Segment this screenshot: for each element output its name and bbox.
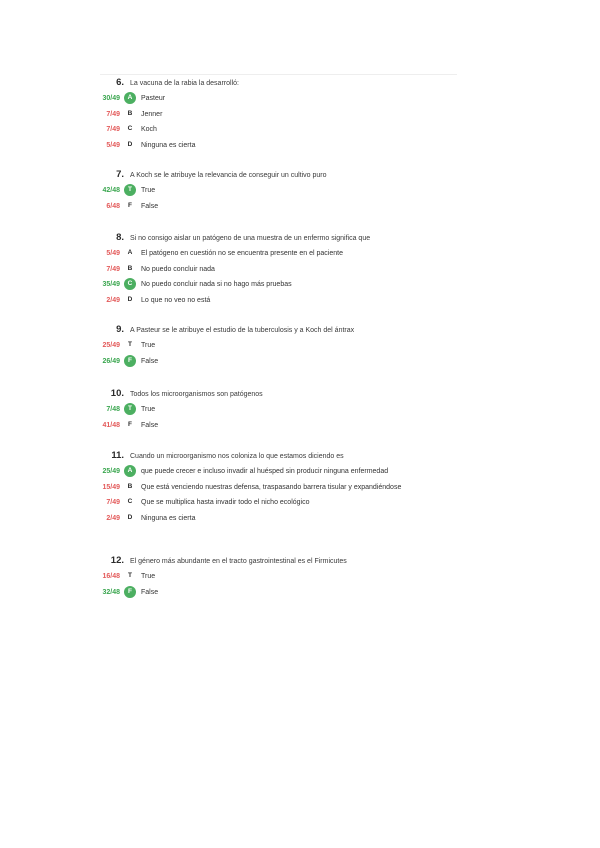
answer-text: True [141,573,156,580]
answer-text: Jenner [141,110,163,118]
answer-option-a [0,464,600,480]
question-number: 11. [111,450,124,461]
correct-answer-badge: C [124,278,136,290]
response-count: 2/49 [106,514,120,522]
answer-text: False [141,202,159,210]
answer-text: False [141,421,159,429]
response-count: 41/48 [102,421,120,429]
question-11 [0,450,600,526]
answer-letter: C [127,498,133,505]
answer-option-b [0,107,600,123]
correct-answer-badge: F [124,355,136,367]
answer-option-d [0,293,600,309]
question-12 [0,555,600,600]
answer-letter: D [127,140,133,148]
answer-letter: F [128,201,132,209]
question-header [0,169,600,183]
correct-answer-badge: A [124,92,136,104]
question-number: 12. [110,555,124,566]
answer-option-false [0,354,600,370]
answer-option-a [0,246,600,262]
question-text: Si no consigo aislar un patógeno de una muestra de un enfermo significa que [130,235,371,242]
response-count: 5/49 [106,141,120,149]
question-text: A Koch se le atribuye la relevancia de conseguir un cultivo puro [130,172,327,179]
answer-text: El patógeno en cuestión no se encuentra presente en el paciente [141,250,343,257]
answer-text: Koch [141,126,157,133]
response-count: 25/49 [102,342,120,349]
answer-text: False [141,357,159,365]
response-count: 15/49 [102,483,120,491]
question-text: Cuando un microorganismo nos coloniza lo que estamos diciendo es [130,453,344,460]
answer-option-d [0,138,600,154]
question-text: El género más abundante en el tracto gastrointestinal es el Firmicutes [130,558,347,565]
answer-letter: T [128,341,132,348]
answer-option-true [0,402,600,418]
question-6 [0,77,600,153]
response-count: 5/49 [106,250,120,257]
question-header [0,77,600,91]
answer-option-false [0,585,600,601]
question-9 [0,324,600,369]
question-header [0,388,600,402]
question-header [0,450,600,464]
question-10 [0,388,600,433]
answer-text: Ninguna es cierta [141,141,196,149]
answer-letter: A [127,249,133,256]
question-number: 10. [110,388,124,399]
response-count: 6/48 [106,202,120,210]
answer-option-true [0,569,600,585]
question-header [0,555,600,569]
answer-letter: B [127,109,133,117]
answer-option-true [0,183,600,199]
answer-text: False [141,588,159,596]
answer-text: Lo que no veo no está [141,296,211,304]
answer-letter: D [127,295,133,303]
response-count: 7/49 [106,110,120,118]
correct-answer-badge: F [124,586,136,598]
answer-text: No puedo concluir nada [141,265,215,273]
question-8 [0,232,600,308]
answer-option-true [0,338,600,354]
answer-text: Que está venciendo nuestras defensa, traspasando barrera tisular y expandiéndose [141,483,402,491]
answer-letter: B [127,264,133,272]
correct-answer-badge: T [124,184,136,196]
answer-option-false [0,418,600,434]
correct-answer-badge: A [124,465,136,477]
question-number: 8. [116,232,124,243]
answer-option-b [0,262,600,278]
correct-answer-badge: T [124,403,136,415]
response-count: 16/48 [102,573,120,580]
answer-option-c [0,495,600,511]
answer-text: Ninguna es cierta [141,514,196,522]
answer-option-c [0,277,600,293]
answer-option-b [0,480,600,496]
question-number: 7. [116,169,124,180]
answer-text: No puedo concluir nada si no hago más pruebas [141,281,292,288]
answer-option-d [0,511,600,527]
response-count: 7/48 [106,406,120,413]
answer-letter: T [128,572,132,579]
question-text: La vacuna de la rabia la desarrolló: [130,80,239,87]
answer-letter: F [128,420,132,428]
answer-letter: C [127,125,133,132]
answer-option-a [0,91,600,107]
top-divider [100,74,457,75]
answer-text: True [141,342,156,349]
answer-text: True [141,406,156,413]
response-count: 7/49 [106,126,120,133]
response-count: 32/48 [102,588,120,596]
answer-text: True [141,187,156,194]
answer-letter: B [127,482,133,490]
question-text: Todos los microorganismos son patógenos [130,391,263,398]
question-7 [0,169,600,214]
answer-text: que puede crecer e incluso invadir al huésped sin producir ninguna enfermedad [141,468,389,475]
question-header [0,232,600,246]
response-count: 25/49 [102,468,120,475]
question-header [0,324,600,338]
answer-letter: D [127,513,133,521]
response-count: 26/49 [102,357,120,365]
question-text: A Pasteur se le atribuye el estudio de la tuberculosis y a Koch del ántrax [130,327,355,334]
response-count: 30/49 [102,95,120,102]
response-count: 7/49 [106,265,120,273]
question-number: 9. [116,324,124,335]
response-count: 42/48 [102,187,120,194]
response-count: 7/49 [106,499,120,506]
question-number: 6. [116,77,124,88]
response-count: 35/49 [102,281,120,288]
response-count: 2/49 [106,296,120,304]
answer-text: Pasteur [141,95,166,102]
answer-option-c [0,122,600,138]
answer-text: Que se multiplica hasta invadir todo el nicho ecológico [141,499,310,506]
answer-option-false [0,199,600,215]
